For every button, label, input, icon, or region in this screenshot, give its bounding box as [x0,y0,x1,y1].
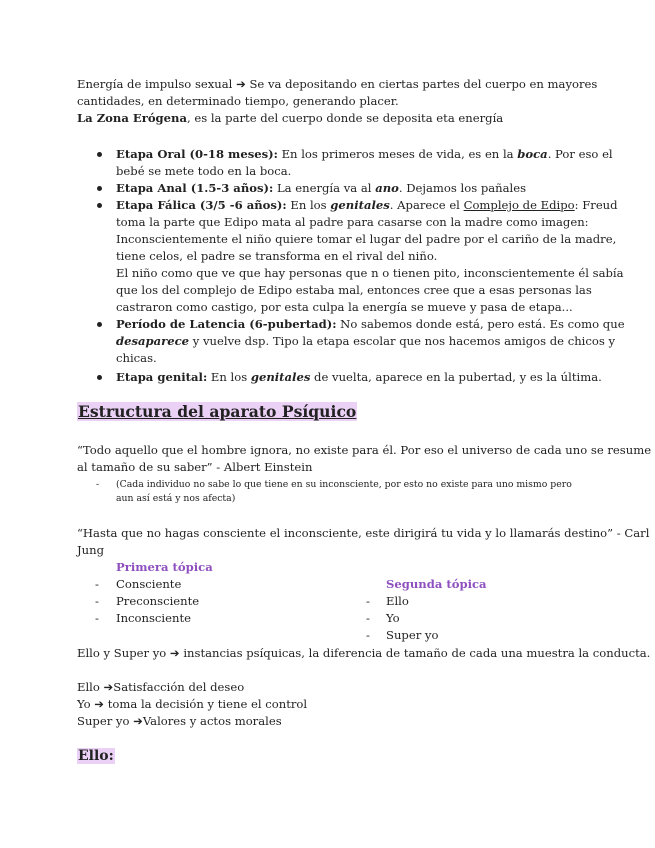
zona-erogena-definition: , es la parte del cuerpo donde se deposita eta energía [186,111,504,125]
stage-falica-line-2: toma la parte que Edipo mata al padre para casarse con la madre como imagen: [116,215,589,229]
quote-jung-line-2: Jung [77,543,105,557]
stage-anal-title: Etapa Anal (1.5-3 años): [116,181,274,195]
intro-line-1: Energía de impulso sexual ➔ Se va depositando en ciertas partes del cuerpo en mayores [77,77,598,91]
stage-oral-text: En los primeros meses de vida, es en la [277,147,518,161]
intro-line-2: cantidades, en determinado tiempo, generando placer. [77,94,399,108]
stage-falica-line-6: que los del complejo de Edipo estaba mal, entonces cree que a esas personas las [116,283,592,297]
note-dash: - [96,479,100,490]
segunda-item-superyo: Super yo [386,628,439,642]
section-heading-estructura [77,402,357,421]
stage-falica-text: En los [286,198,331,212]
stage-oral-line-1 [116,146,613,163]
stage-falica-line-4: tiene celos, el padre se transforma en el rival del niño. [116,249,438,263]
stage-genital-emphasis: genitales [250,370,311,384]
stage-latencia-text-2: y vuelve dsp. Tipo la etapa escolar que nos hacemos amigos de chicos y [189,334,616,348]
def-ello: Ello ➔Satisfacción del deseo [77,680,245,694]
def-yo: Yo ➔ toma la decisión y tiene el control [77,697,308,711]
stage-anal-text-2: . Dejamos los pañales [398,181,527,195]
stage-oral-text-2: . Por eso el [547,147,613,161]
stage-anal-text: La energía va al [273,181,376,195]
list-dash: - [366,611,370,625]
stage-latencia-line-1 [116,316,625,333]
stage-latencia-line-2 [116,333,615,350]
section-heading-text: Estructura del aparato Psíquico [78,402,357,421]
section-heading-ello [77,748,115,764]
stage-oral-title: Etapa Oral (0-18 meses): [116,147,278,161]
bullet-genital [97,375,102,380]
list-dash: - [366,628,370,642]
stage-falica-line-5: El niño como que ve que hay personas que n o tienen pito, inconscientemente él sabía [116,266,624,280]
stage-falica-text-2: . Aparece el [389,198,464,212]
quote-jung-line-1: “Hasta que no hagas consciente el inconsciente, este dirigirá tu vida y lo llamarás destino” - Carl [77,526,650,540]
stage-falica-line-3: Inconscientemente el niño quiere tomar el lugar del padre por el cariño de la madre, [116,232,617,246]
complejo-edipo-term: Complejo de Edipo [463,198,575,212]
segunda-item-ello: Ello [386,594,409,608]
stage-genital-line-1 [116,369,602,386]
note-line-1: (Cada individuo no sabe lo que tiene en su inconsciente, por esto no existe para uno mismo pero [116,479,572,490]
list-dash: - [366,594,370,608]
stage-falica-line-1 [116,197,618,214]
def-superyo: Super yo ➔Valores y actos morales [77,714,282,728]
bullet-latencia [97,322,102,327]
section-heading-ello-text: Ello: [78,748,114,764]
segunda-topica-title: Segunda tópica [386,577,487,591]
stage-falica-text-3: : Freud [574,198,618,212]
stage-anal-emphasis: ano [375,181,399,195]
stage-genital-title: Etapa genital: [116,370,208,384]
stage-latencia-emphasis: desaparece [116,334,190,348]
quote-einstein-line-1: “Todo aquello que el hombre ignora, no existe para él. Por eso el universo de cada uno se resume [77,443,652,457]
list-dash: - [95,577,99,591]
bullet-falica [97,203,102,208]
stage-genital-text-2: de vuelta, aparece en la pubertad, y es la última. [310,370,602,384]
stage-genital-text: En los [207,370,251,384]
primera-topica-title: Primera tópica [116,560,213,574]
bullet-anal [97,186,102,191]
stage-oral-emphasis: boca [517,147,548,161]
stage-latencia-title: Período de Latencia (6-pubertad): [116,317,337,331]
quote-einstein-line-2: al tamaño de su saber” - Albert Einstein [77,460,313,474]
stage-latencia-line-3: chicas. [116,351,157,365]
primera-item-preconsciente: Preconsciente [116,594,200,608]
stage-falica-emphasis: genitales [330,198,390,212]
intro-line-3 [77,110,503,127]
list-dash: - [95,594,99,608]
primera-item-inconsciente: Inconsciente [116,611,191,625]
segunda-item-yo: Yo [386,611,400,625]
list-dash: - [95,611,99,625]
bullet-oral [97,152,102,157]
stage-oral-line-2: bebé se mete todo en la boca. [116,164,292,178]
stage-latencia-text: No sabemos donde está, pero está. Es como que [336,317,625,331]
stage-falica-line-7: castraron como castigo, por esta culpa la energía se mueve y pasa de etapa... [116,300,573,314]
instancias-text: Ello y Super yo ➔ instancias psíquicas, la diferencia de tamaño de cada una muestra la conducta. [77,646,651,660]
stage-anal-line-1 [116,180,526,197]
zona-erogena-term: La Zona Erógena [77,111,187,125]
note-line-2: aun así está y nos afecta) [116,493,236,504]
stage-falica-title: Etapa Fálica (3/5 -6 años): [116,198,287,212]
primera-item-consciente: Consciente [116,577,182,591]
